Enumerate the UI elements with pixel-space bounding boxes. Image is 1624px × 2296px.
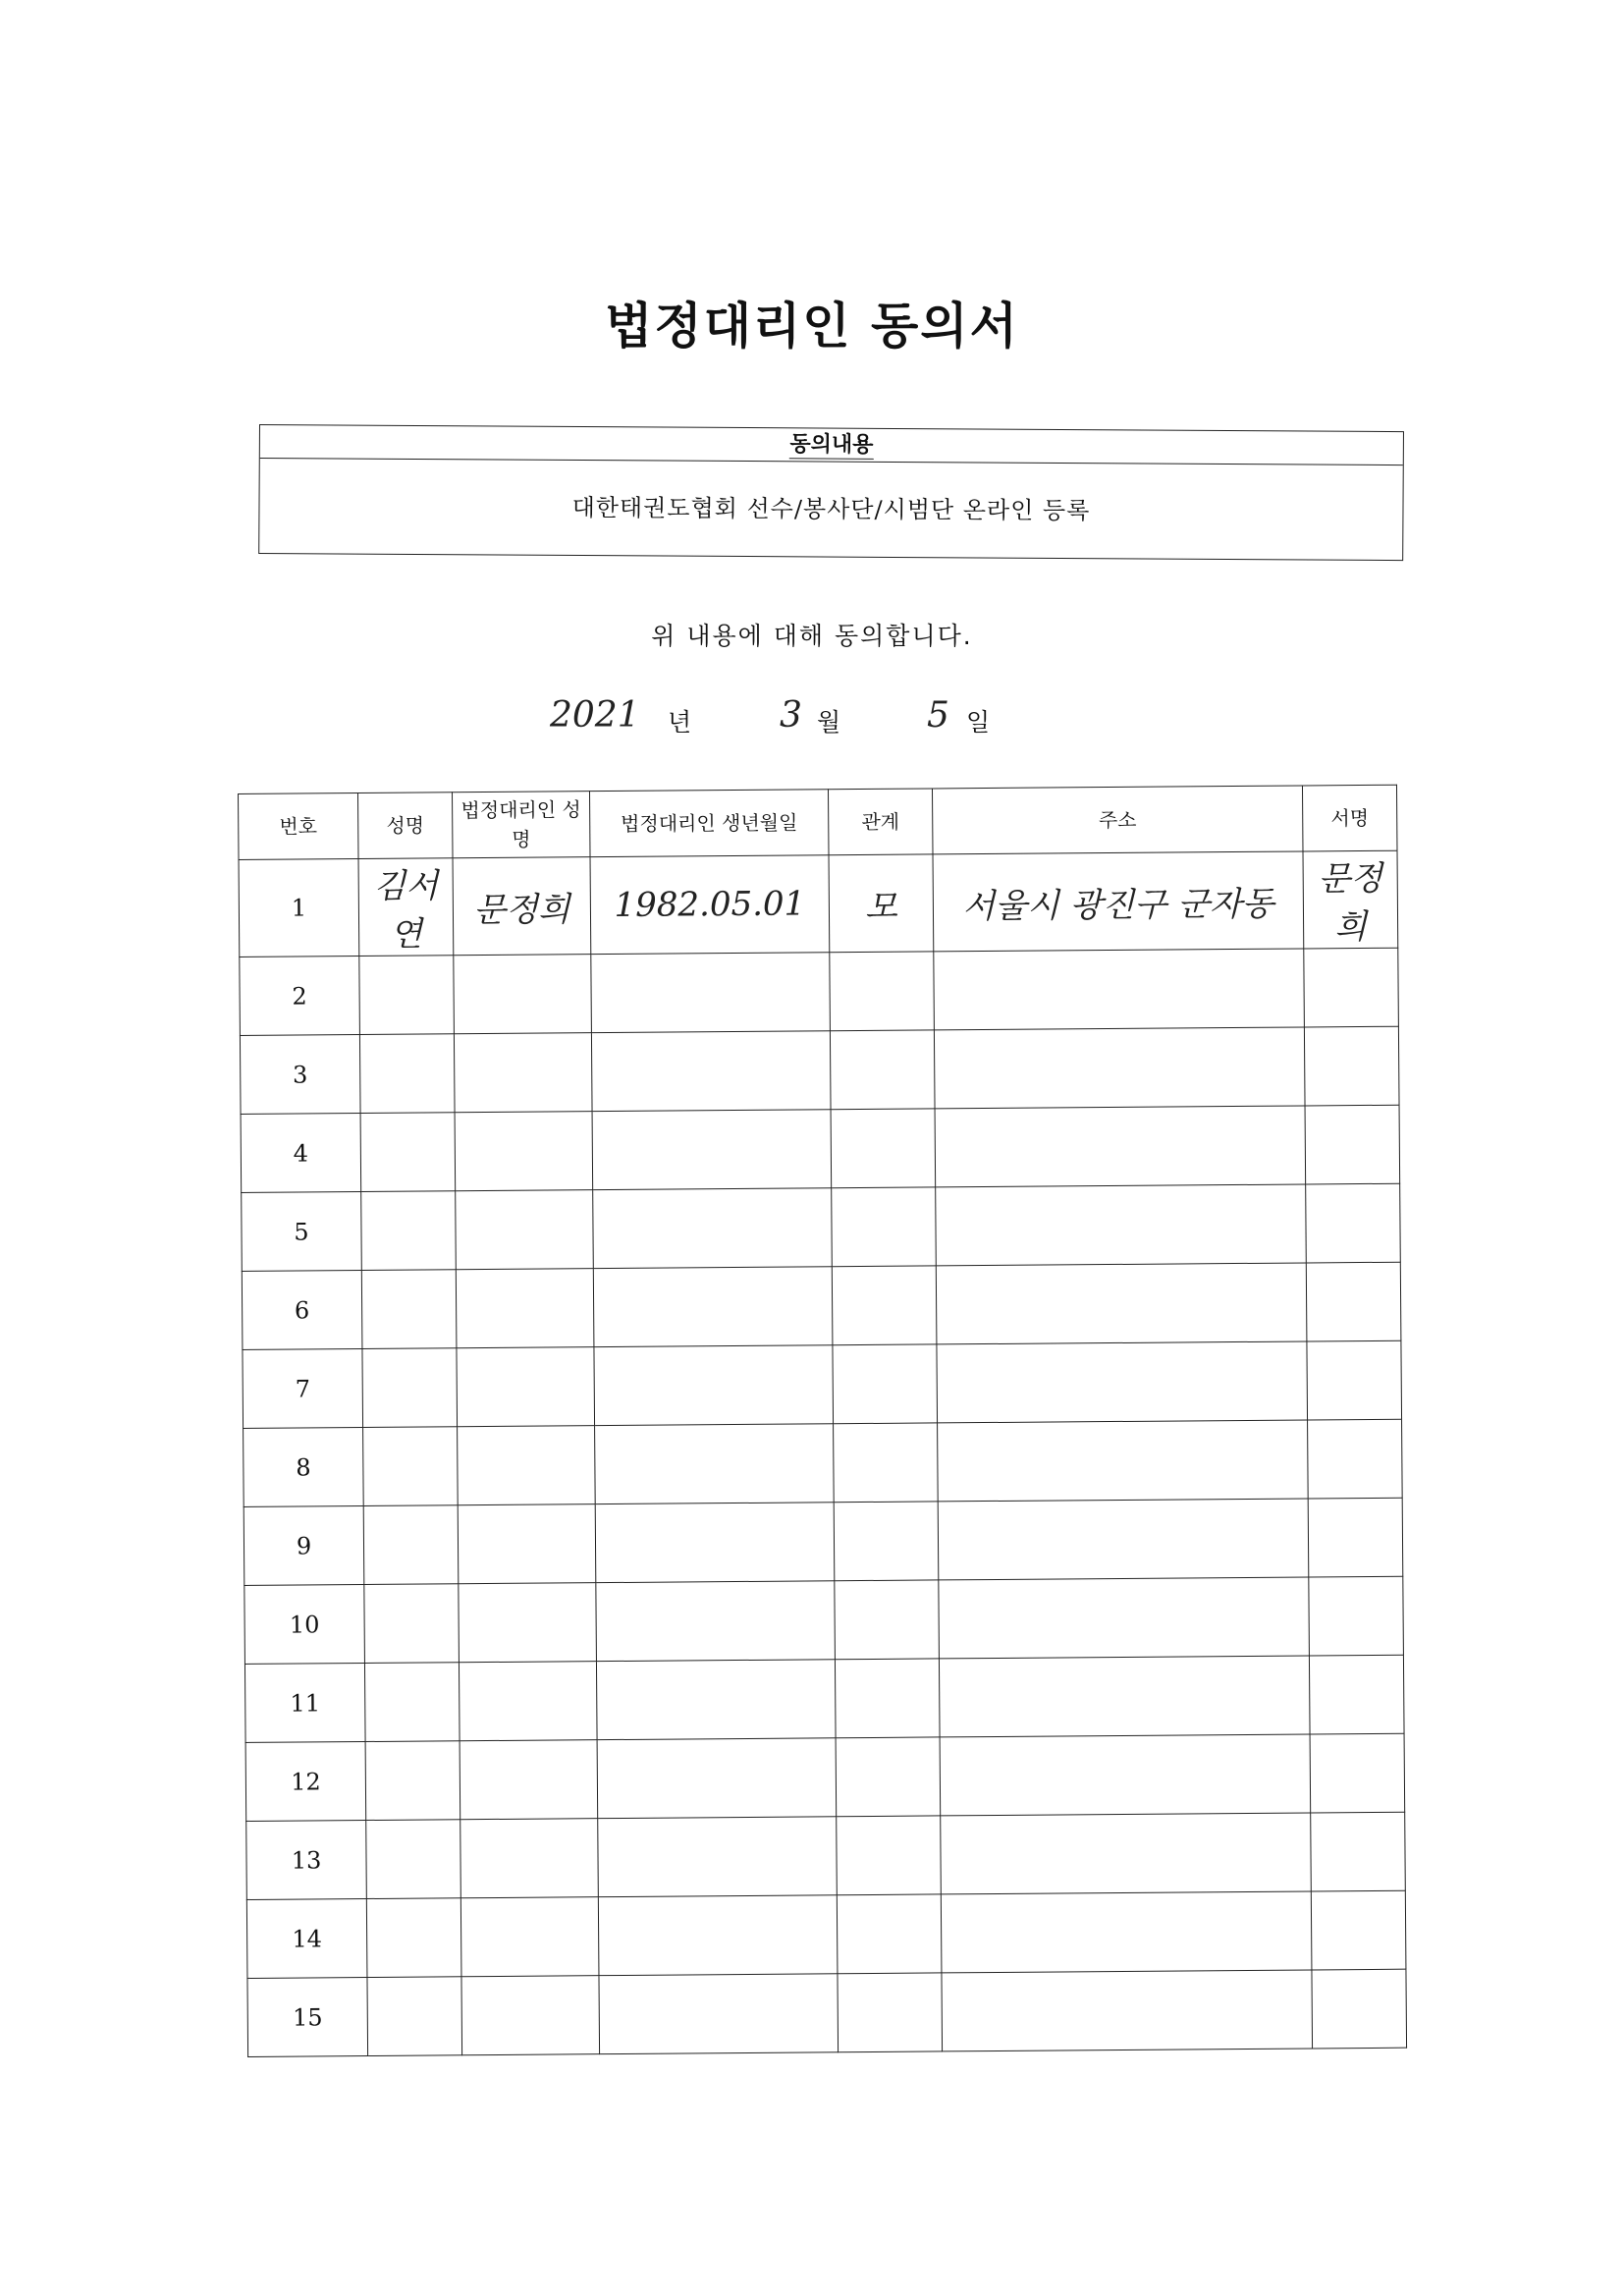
cell-signature [1311,1890,1406,1970]
cell-name [365,1741,460,1821]
table-row [239,850,1398,957]
cell-number: 6 [242,1271,362,1350]
cell-number: 10 [244,1585,365,1665]
cell-guardian-name: 문정희 [453,857,591,956]
cell-name [361,1270,457,1349]
cell-relationship [837,1894,942,1974]
table-row [247,1969,1407,2056]
cell-guardian-birthdate [597,1738,837,1819]
cell-guardian-birthdate [595,1503,835,1583]
table-row [246,1890,1406,1978]
cell-number: 3 [240,1035,360,1115]
date-month-label: 월 [817,708,841,737]
cell-guardian-birthdate [599,1974,839,2054]
cell-address [941,1813,1312,1894]
cell-guardian-name [459,1583,597,1663]
cell-relationship [831,1109,936,1188]
cell-name [359,956,455,1035]
table-row [246,1812,1406,1899]
consent-content-header-label: 동의내용 [789,432,874,458]
consent-content-text: 대한태권도협회 선수/봉사단/시범단 온라인 등록 [571,493,1091,525]
cell-guardian-name [461,1976,600,2055]
guardian-table-wrapper [238,785,1406,2050]
table-row [242,1262,1401,1349]
header-guardian-name: 법정대리인 성명 [452,792,590,858]
cell-relationship [833,1344,938,1424]
cell-address [934,949,1305,1030]
cell-address [940,1734,1311,1816]
cell-number: 5 [242,1192,362,1272]
cell-relationship [832,1187,937,1267]
table-row [244,1419,1403,1506]
cell-signature [1307,1340,1402,1420]
cell-number: 8 [244,1428,364,1507]
cell-guardian-birthdate [593,1188,833,1269]
cell-address [934,1027,1305,1109]
cell-name [359,1034,455,1114]
cell-number: 12 [245,1742,366,1822]
header-address: 주소 [932,786,1303,854]
cell-signature [1304,1026,1399,1106]
cell-signature [1312,1969,1407,2049]
cell-guardian-birthdate [591,953,831,1033]
cell-signature [1308,1419,1403,1499]
table-row [241,1105,1400,1192]
cell-guardian-name [457,1347,595,1427]
cell-signature [1305,1105,1400,1184]
table-row [242,1183,1401,1271]
cell-guardian-name [455,1112,593,1191]
cell-relationship [835,1659,940,1738]
cell-guardian-name [458,1426,596,1505]
cell-signature [1311,1812,1406,1891]
cell-address [942,1970,1313,2051]
cell-number: 2 [240,957,360,1036]
cell-guardian-name [460,1740,598,1820]
cell-guardian-name [460,1897,599,1977]
cell-name [364,1663,460,1742]
cell-address [941,1891,1312,1973]
cell-address [938,1420,1309,1502]
cell-guardian-name [454,955,592,1034]
cell-signature [1309,1576,1404,1656]
table-row [240,1026,1399,1114]
cell-guardian-name [456,1190,594,1270]
cell-guardian-name [454,1033,592,1113]
table-body [239,850,1407,2056]
date-day-value: 5 [927,695,949,736]
date-line [0,693,1624,742]
header-relationship: 관계 [828,789,933,855]
cell-signature [1306,1262,1401,1341]
cell-number: 13 [246,1821,367,1900]
table-row [243,1340,1402,1428]
cell-number: 1 [239,859,359,957]
cell-name [363,1505,459,1585]
header-name: 성명 [358,793,454,859]
cell-signature: 문정희 [1303,850,1398,949]
table-row [245,1733,1405,1821]
cell-number: 11 [244,1664,365,1743]
cell-relationship [835,1580,940,1660]
cell-address [937,1341,1308,1423]
date-day-label: 일 [966,708,991,737]
cell-name [363,1427,459,1506]
cell-signature [1304,948,1399,1027]
agreement-statement: 위 내용에 대해 동의합니다. [651,622,973,650]
cell-guardian-birthdate [591,1031,831,1112]
cell-relationship [834,1423,939,1503]
cell-guardian-birthdate [594,1345,834,1426]
cell-guardian-name [459,1662,597,1741]
cell-number: 15 [247,1978,368,2057]
cell-address: 서울시 광진구 군자동 [933,851,1304,952]
cell-relationship [832,1266,937,1345]
cell-name [364,1584,460,1664]
cell-relationship [834,1502,939,1581]
cell-guardian-birthdate [592,1110,832,1190]
cell-name [367,1977,462,2056]
cell-signature [1310,1733,1405,1813]
cell-name: 김서연 [358,858,454,957]
cell-guardian-name [458,1504,596,1584]
cell-address [938,1499,1309,1580]
table-row [244,1655,1404,1742]
date-year-value: 2021 [550,695,640,736]
header-signature: 서명 [1302,785,1397,851]
header-number: 번호 [239,793,359,860]
cell-address [939,1577,1310,1659]
table-header-row [239,785,1397,859]
cell-signature [1309,1655,1404,1734]
cell-relationship: 모 [829,854,934,953]
cell-address [935,1106,1306,1187]
cell-number: 14 [246,1899,367,1979]
table-row [244,1576,1404,1664]
cell-name [362,1348,458,1428]
guardian-table [238,785,1407,2057]
cell-name [361,1191,457,1271]
cell-guardian-birthdate: 1982.05.01 [590,855,830,955]
cell-signature [1308,1498,1403,1577]
document-title: 법정대리인 동의서 [605,298,1019,355]
table-row [244,1498,1403,1585]
cell-address [936,1263,1307,1344]
date-month-value: 3 [780,695,802,736]
cell-name [360,1113,456,1192]
cell-number: 4 [241,1114,361,1193]
cell-address [936,1184,1307,1266]
cell-relationship [830,952,935,1031]
cell-guardian-birthdate [595,1424,835,1504]
cell-guardian-name [460,1819,599,1898]
cell-relationship [830,1030,935,1110]
cell-number: 9 [244,1506,364,1586]
cell-signature [1306,1183,1401,1263]
consent-content-box [258,424,1404,561]
cell-guardian-birthdate [593,1267,833,1347]
cell-relationship [838,1973,943,2052]
date-year-label: 년 [668,708,692,737]
cell-name [366,1820,461,1899]
cell-name [366,1898,461,1978]
cell-guardian-birthdate [598,1817,838,1897]
cell-guardian-birthdate [598,1895,838,1976]
cell-relationship [836,1737,941,1817]
cell-guardian-birthdate [596,1581,836,1662]
table-row [240,948,1399,1035]
header-guardian-birthdate: 법정대리인 생년월일 [589,790,829,857]
cell-guardian-name [456,1269,594,1348]
cell-relationship [837,1816,942,1895]
cell-number: 7 [243,1349,363,1429]
cell-address [939,1656,1310,1737]
cell-guardian-birthdate [596,1660,836,1740]
